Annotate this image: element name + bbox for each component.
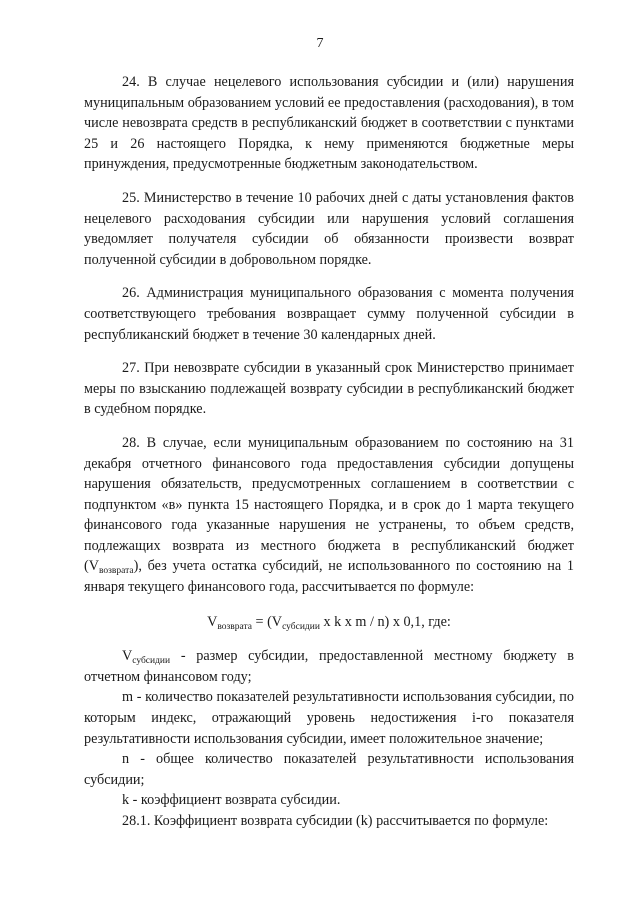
definition-n: n - общее количество показателей результативности использования субсидии; xyxy=(84,751,574,788)
formula-rest: x k x m / n) x 0,1, где: xyxy=(319,613,451,630)
paragraph-24: 24. В случае нецелевого использования субсидии и (или) нарушения муниципальным образованием условий ее предоставления (расходования), в том числе невозврата средств в республиканский бюджет в соответствии с пунктами 25 и 26 настоящего Порядка, к нему применяются бюджетные меры принуждения, предусмотренные бюджетным законодательством. xyxy=(84,74,574,173)
paragraph-25: 25. Министерство в течение 10 рабочих дней с даты установления фактов нецелевого расходования субсидии или нарушения условий соглашения уведомляет получателя субсидии об обязанности произвести возврат полученной субсидии в добровольном порядке. xyxy=(84,189,574,268)
formula-sub2: субсидии xyxy=(282,621,320,632)
formula xyxy=(84,612,574,633)
definition-k: k - коэффициент возврата субсидии. xyxy=(122,792,341,809)
definition-v-letter: V xyxy=(122,648,133,665)
paragraph-28-part1: 28. В случае, если муниципальным образованием по состоянию на 31 декабря отчетного финансового года предоставления субсидии допущены нарушения обязательств, предусмотренных соглашением в соответствии с подпунктом «в» пункта 15 настоящего Порядка, и в срок до 1 марта текущего финансового года указанные нарушения не устранены, то объем средств, подлежащих возврата из местного бюджета в республиканский бюджет (V xyxy=(84,434,574,575)
document-body xyxy=(84,72,574,832)
formula-v1: V xyxy=(207,613,218,630)
paragraph-28-subscript: возврата xyxy=(98,566,134,577)
formula-eq: = (V xyxy=(251,613,283,630)
paragraph-27: 27. При невозврате субсидии в указанный срок Министерство принимает меры по взысканию подлежащей возврату субсидии в республиканский бюджет в судебном порядке. xyxy=(84,360,574,418)
definition-m: m - количество показателей результативности использования субсидии, по которым индекс, отражающий уровень недостижения i-го показателя результативности использования субсидии, имеет положительное значение; xyxy=(84,689,574,747)
paragraph-26: 26. Администрация муниципального образования с момента получения соответствующего требования возвращает сумму полученной субсидии в республиканский бюджет в течение 30 календарных дней. xyxy=(84,285,574,343)
formula-sub1: возврата xyxy=(217,621,252,632)
paragraph-28-part2: ), без учета остатка субсидий, не использованного по состоянию на 1 января текущего финансового года, рассчитывается по формуле: xyxy=(84,558,574,596)
paragraph-28-1: 28.1. Коэффициент возврата субсидии (k) рассчитывается по формуле: xyxy=(122,813,549,829)
definition-v-subsidy xyxy=(84,646,574,687)
paragraph-28 xyxy=(84,433,574,598)
definition-v-text: - размер субсидии, предоставленной местному бюджету в отчетном финансовом году; xyxy=(84,648,574,685)
page-number: 7 xyxy=(316,36,324,51)
definition-v-subscript: субсидии xyxy=(132,656,171,667)
